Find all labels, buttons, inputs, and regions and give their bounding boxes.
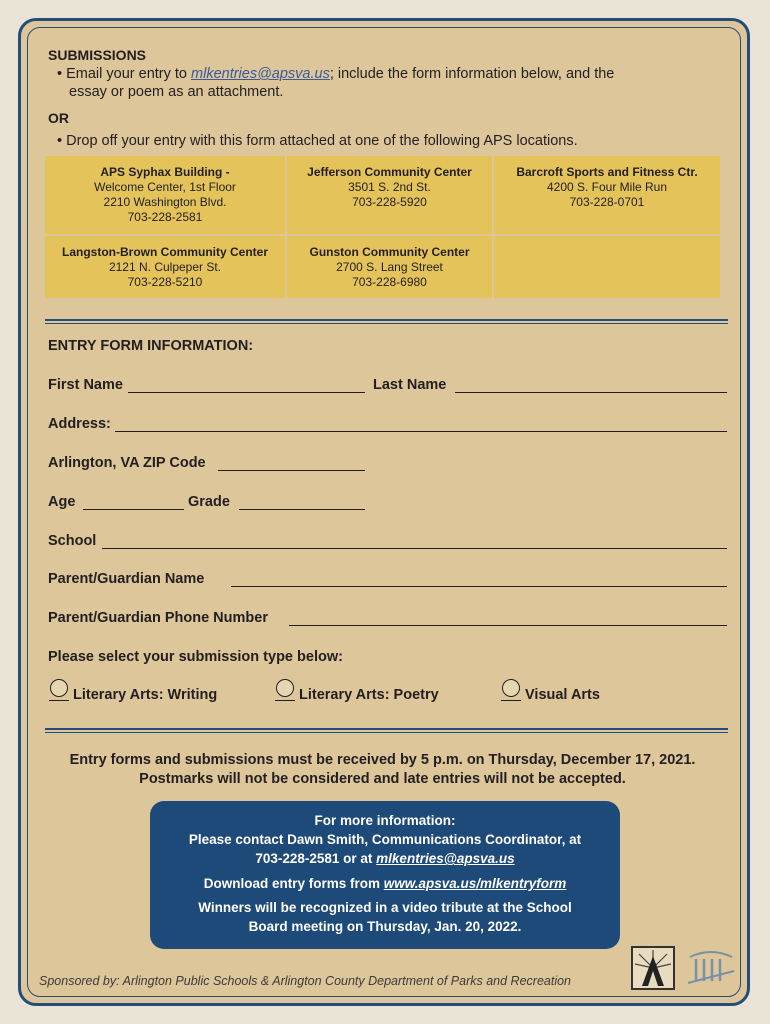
or-separator: OR	[48, 110, 69, 126]
deadline-line1: Entry forms and submissions must be received by 5 p.m. on Thursday, December 17, 2021.	[69, 752, 696, 768]
address-field[interactable]	[115, 431, 727, 432]
section-divider-thin	[45, 323, 728, 324]
location-name: APS Syphax Building -	[100, 165, 230, 179]
parent-phone-label: Parent/Guardian Phone Number	[48, 610, 268, 626]
location-cell	[494, 156, 720, 234]
location-cell-empty	[494, 236, 720, 298]
info-box	[150, 801, 620, 949]
first-name-field[interactable]	[128, 392, 365, 393]
poetry-radio-underline	[275, 700, 295, 701]
age-field[interactable]	[83, 509, 184, 510]
location-line: 703-228-0701	[569, 195, 645, 209]
location-line: 703-228-6980	[352, 275, 427, 289]
location-line: 703-228-5920	[352, 195, 427, 209]
location-cell	[45, 236, 285, 298]
location-line: 2121 N. Culpeper St.	[108, 260, 222, 274]
info-winners-line2: Board meeting on Thursday, Jan. 20, 2022.	[248, 919, 522, 934]
info-contact: Please contact Dawn Smith, Communications Coordinator, at	[188, 832, 582, 847]
location-line: 703-228-5210	[127, 275, 203, 289]
poetry-option-label: Literary Arts: Poetry	[299, 687, 439, 703]
aps-logo	[631, 946, 675, 990]
zip-label: Arlington, VA ZIP Code	[48, 455, 206, 471]
school-label: School	[48, 533, 97, 549]
parent-phone-field[interactable]	[289, 625, 727, 626]
arlington-county-logo	[686, 949, 736, 987]
section-divider-bottom-thin	[45, 732, 728, 733]
last-name-label: Last Name	[373, 377, 447, 393]
section-divider	[45, 319, 728, 321]
location-line: 4200 S. Four Mile Run	[546, 180, 668, 194]
section-divider-bottom	[45, 728, 728, 730]
location-name: Langston-Brown Community Center	[62, 245, 268, 259]
submission-type-prompt: Please select your submission type below:	[48, 649, 343, 665]
writing-radio[interactable]	[50, 679, 68, 697]
email-link[interactable]: mlkentries@apsva.us	[191, 66, 330, 82]
poetry-radio[interactable]	[276, 679, 294, 697]
locations-grid	[45, 156, 720, 299]
school-field[interactable]	[102, 548, 727, 549]
info-contact-line	[150, 849, 620, 868]
sponsor-text: Sponsored by: Arlington Public Schools & Arlington County Department of Parks and Recreation	[39, 974, 572, 988]
info-heading: For more information:	[314, 813, 456, 828]
location-name: Gunston Community Center	[309, 245, 470, 259]
parent-name-field[interactable]	[231, 586, 727, 587]
email-instruction-line2: essay or poem as an attachment.	[69, 84, 284, 100]
visual-arts-radio[interactable]	[502, 679, 520, 697]
info-phone: 703-228-2581 or at	[255, 851, 377, 866]
location-line: Welcome Center, 1st Floor	[94, 180, 236, 194]
visual-arts-option-label: Visual Arts	[525, 687, 600, 703]
entry-form-title: ENTRY FORM INFORMATION:	[48, 338, 254, 354]
deadline-line2: Postmarks will not be considered and late entries will not be accepted.	[139, 771, 626, 787]
location-name: Jefferson Community Center	[307, 165, 472, 179]
download-link[interactable]: www.apsva.us/mlkentryform	[383, 876, 567, 891]
location-line: 703-228-2581	[127, 210, 203, 224]
zip-field[interactable]	[218, 470, 365, 471]
info-download-text: Download entry forms from	[203, 876, 384, 891]
visual-arts-radio-underline	[501, 700, 521, 701]
grade-field[interactable]	[239, 509, 365, 510]
first-name-label: First Name	[48, 377, 123, 393]
location-cell	[45, 156, 285, 234]
dropoff-instruction: • Drop off your entry with this form attached at one of the following APS locations.	[57, 133, 578, 149]
grade-label: Grade	[188, 494, 230, 510]
email-prefix: • Email your entry to	[57, 66, 192, 82]
info-download-line	[150, 874, 620, 893]
flyer-page	[18, 18, 750, 1006]
location-line: 2700 S. Lang Street	[336, 260, 443, 274]
parent-name-label: Parent/Guardian Name	[48, 571, 205, 587]
location-line: 3501 S. 2nd St.	[348, 180, 431, 194]
email-suffix: ; include the form information below, and the	[329, 66, 615, 82]
location-name: Barcroft Sports and Fitness Ctr.	[516, 165, 698, 179]
info-email-link[interactable]: mlkentries@apsva.us	[376, 851, 515, 866]
location-line: 2210 Washington Blvd.	[103, 195, 227, 209]
last-name-field[interactable]	[455, 392, 727, 393]
email-instruction	[57, 65, 614, 84]
submissions-title: SUBMISSIONS	[48, 47, 147, 63]
writing-radio-underline	[49, 700, 69, 701]
writing-option-label: Literary Arts: Writing	[73, 687, 218, 703]
location-cell	[287, 236, 492, 298]
age-label: Age	[48, 494, 76, 510]
location-cell	[287, 156, 492, 234]
info-winners-line1: Winners will be recognized in a video tribute at the School	[198, 900, 572, 915]
address-label: Address:	[48, 416, 111, 432]
